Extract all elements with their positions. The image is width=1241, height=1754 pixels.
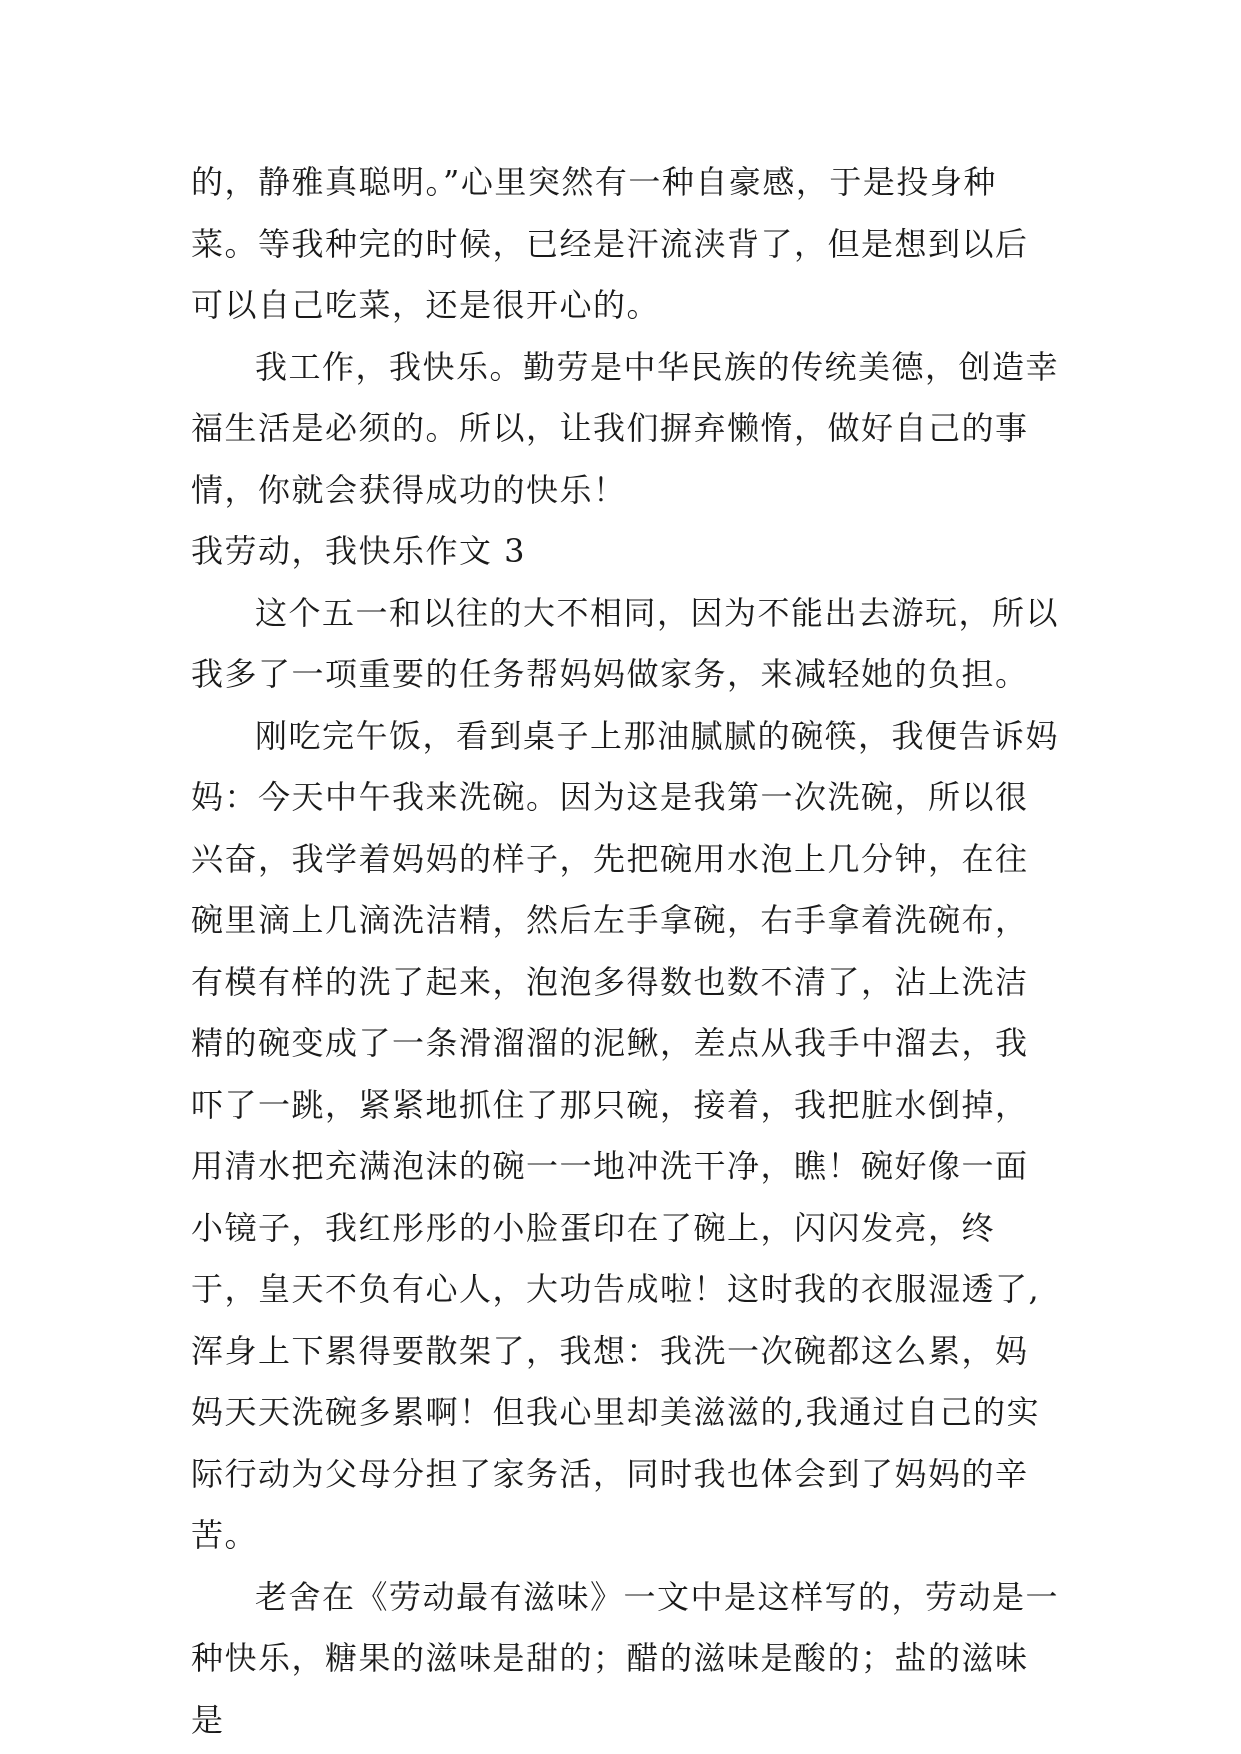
- document-body: [191, 152, 1061, 1751]
- paragraph-continuation: 的，静雅真聪明。”心里突然有一种自豪感，于是投身种菜。等我种完的时候，已经是汗流浃背了，但是想到以后可以自己吃菜，还是很开心的。: [191, 163, 1029, 324]
- section-heading: 我劳动，我快乐作文 3: [191, 532, 527, 570]
- paragraph: 我工作，我快乐。勤劳是中华民族的传统美德，创造幸福生活是必须的。所以，让我们摒弃懒惰，做好自己的事情，你就会获得成功的快乐！: [191, 347, 1060, 509]
- paragraph: 老舍在《劳动最有滋味》一文中是这样写的，劳动是一种快乐，糖果的滋味是甜的；醋的滋味是酸的；盐的滋味是: [191, 1577, 1060, 1739]
- paragraph: 这个五一和以往的大不相同，因为不能出去游玩，所以我多了一项重要的任务帮妈妈做家务，来减轻她的负担。: [191, 593, 1060, 693]
- paragraph: 刚吃完午饭，看到桌子上那油腻腻的碗筷，我便告诉妈妈：今天中午我来洗碗。因为这是我第一次洗碗，所以很兴奋，我学着妈妈的样子，先把碗用水泡上几分钟，在往碗里滴上几滴洗洁精，然后左手拿碗，右手拿着洗碗布，有模有样的洗了起来，泡泡多得数也数不清了，沾上洗洁精的碗变成了一条滑溜溜的泥鳅，差点从我手中溜去，我吓了一跳，紧紧地抓住了那只碗，接着，我把脏水倒掉，用清水把充满泡沫的碗一一地冲洗干净，瞧！碗好像一面小镜子，我红彤彤的小脸蛋印在了碗上，闪闪发亮，终于，皇天不负有心人，大功告成啦！这时我的衣服湿透了,浑身上下累得要散架了，我想：我洗一次碗都这么累，妈妈天天洗碗多累啊！但我心里却美滋滋的,我通过自己的实际行动为父母分担了家务活，同时我也体会到了妈妈的辛苦。: [191, 716, 1060, 1554]
